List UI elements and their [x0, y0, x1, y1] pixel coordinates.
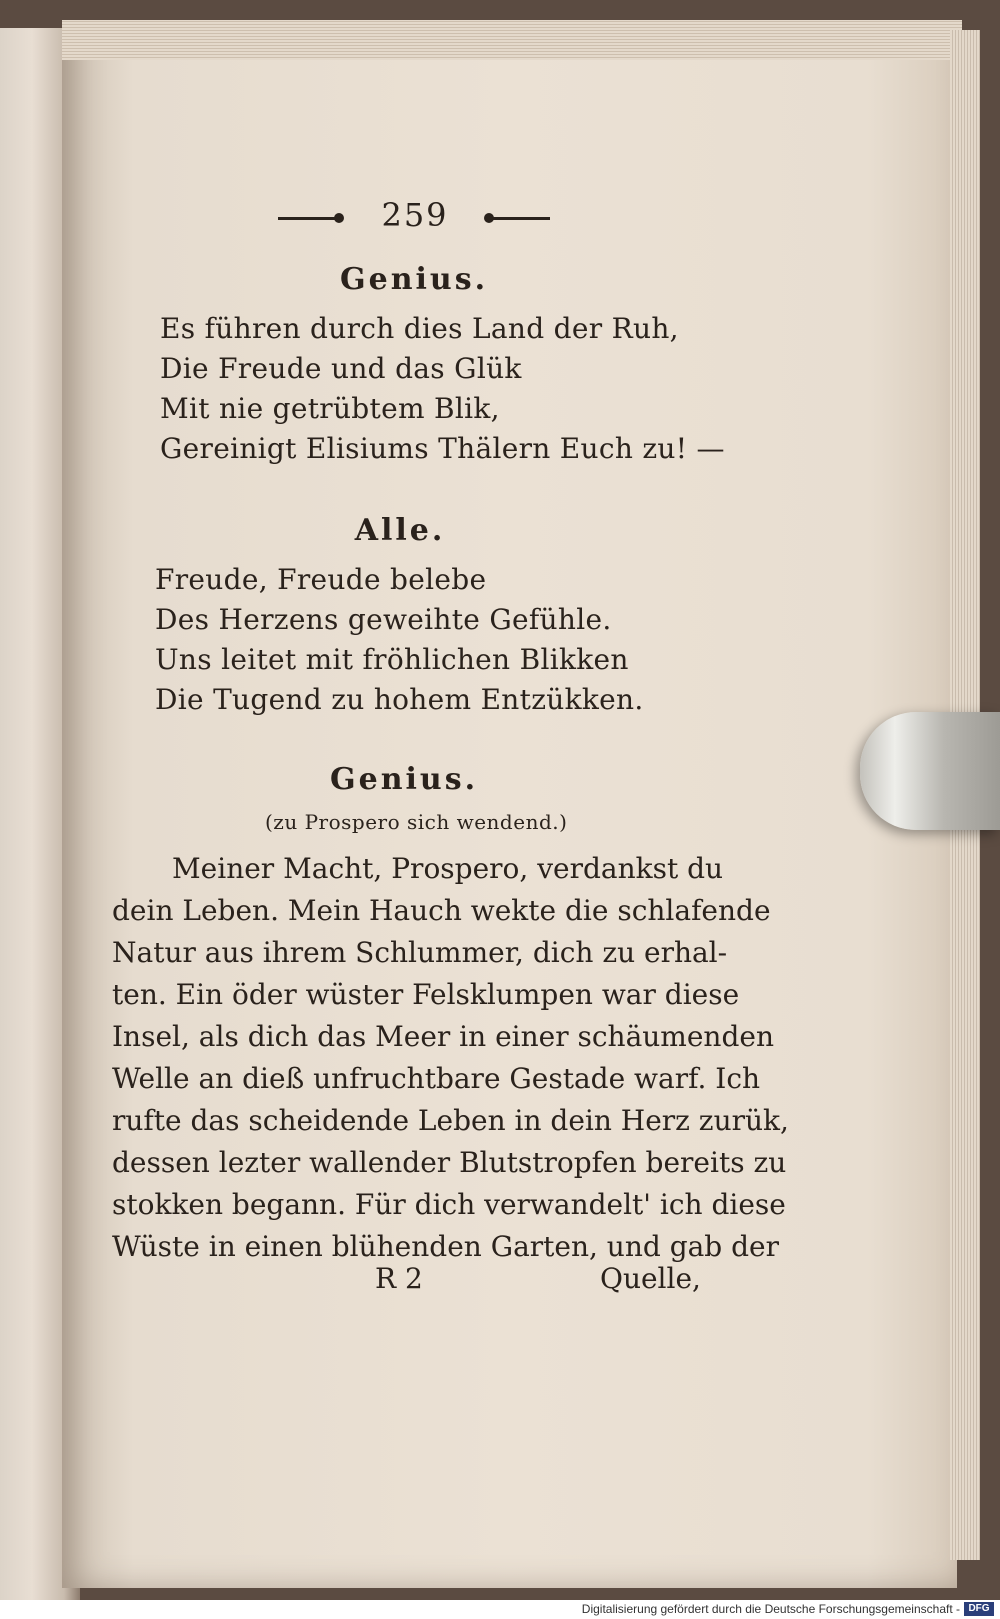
verse-line: Gereinigt Elisiums Thälern Euch zu! — [160, 432, 725, 465]
page-clip [860, 712, 1000, 830]
verse-line: Mit nie getrübtem Blik, [160, 392, 500, 425]
prose-line: dein Leben. Mein Hauch wekte die schlafende [112, 894, 771, 927]
verse-line: Es führen durch dies Land der Ruh, [160, 312, 679, 345]
book-page [62, 20, 957, 1588]
page-top-edge [62, 20, 962, 60]
speaker-heading-genius: Genius. [330, 762, 479, 797]
prose-line: Natur aus ihrem Schlummer, dich zu erhal- [112, 936, 728, 969]
verse-line: Die Freude und das Glük [160, 352, 522, 385]
prose-line: stokken begann. Für dich verwandelt' ich diese [112, 1188, 786, 1221]
dfg-logo-icon: DFG [964, 1602, 994, 1616]
signature-mark: R 2 [375, 1262, 423, 1295]
prose-line: Wüste in einen blühenden Garten, und gab der [112, 1230, 780, 1263]
ornament-right [490, 217, 550, 220]
stage-direction: (zu Prospero sich wendend.) [265, 810, 568, 834]
prose-line: Meiner Macht, Prospero, verdankst du [172, 852, 724, 885]
prose-line: ten. Ein öder wüster Felsklumpen war diese [112, 978, 740, 1011]
prose-line: rufte das scheidende Leben in dein Herz zurük, [112, 1104, 789, 1137]
footer-credit: Digitalisierung gefördert durch die Deutsche Forschungsgemeinschaft - [581, 1602, 960, 1616]
verse-line: Freude, Freude belebe [155, 563, 487, 596]
prose-line: Welle an dieß unfruchtbare Gestade warf. Ich [112, 1062, 761, 1095]
prose-line: Insel, als dich das Meer in einer schäumenden [112, 1020, 774, 1053]
prose-line: dessen lezter wallender Blutstropfen bereits zu [112, 1146, 787, 1179]
verse-line: Uns leitet mit fröhlichen Blikken [155, 643, 629, 676]
speaker-heading-alle: Alle. [354, 513, 446, 548]
verse-line: Die Tugend zu hohem Entzükken. [155, 683, 644, 716]
catchword: Quelle, [600, 1262, 701, 1295]
speaker-heading-genius: Genius. [340, 262, 489, 297]
verse-line: Des Herzens geweihte Gefühle. [155, 603, 612, 636]
page-number: 259 [381, 196, 449, 234]
